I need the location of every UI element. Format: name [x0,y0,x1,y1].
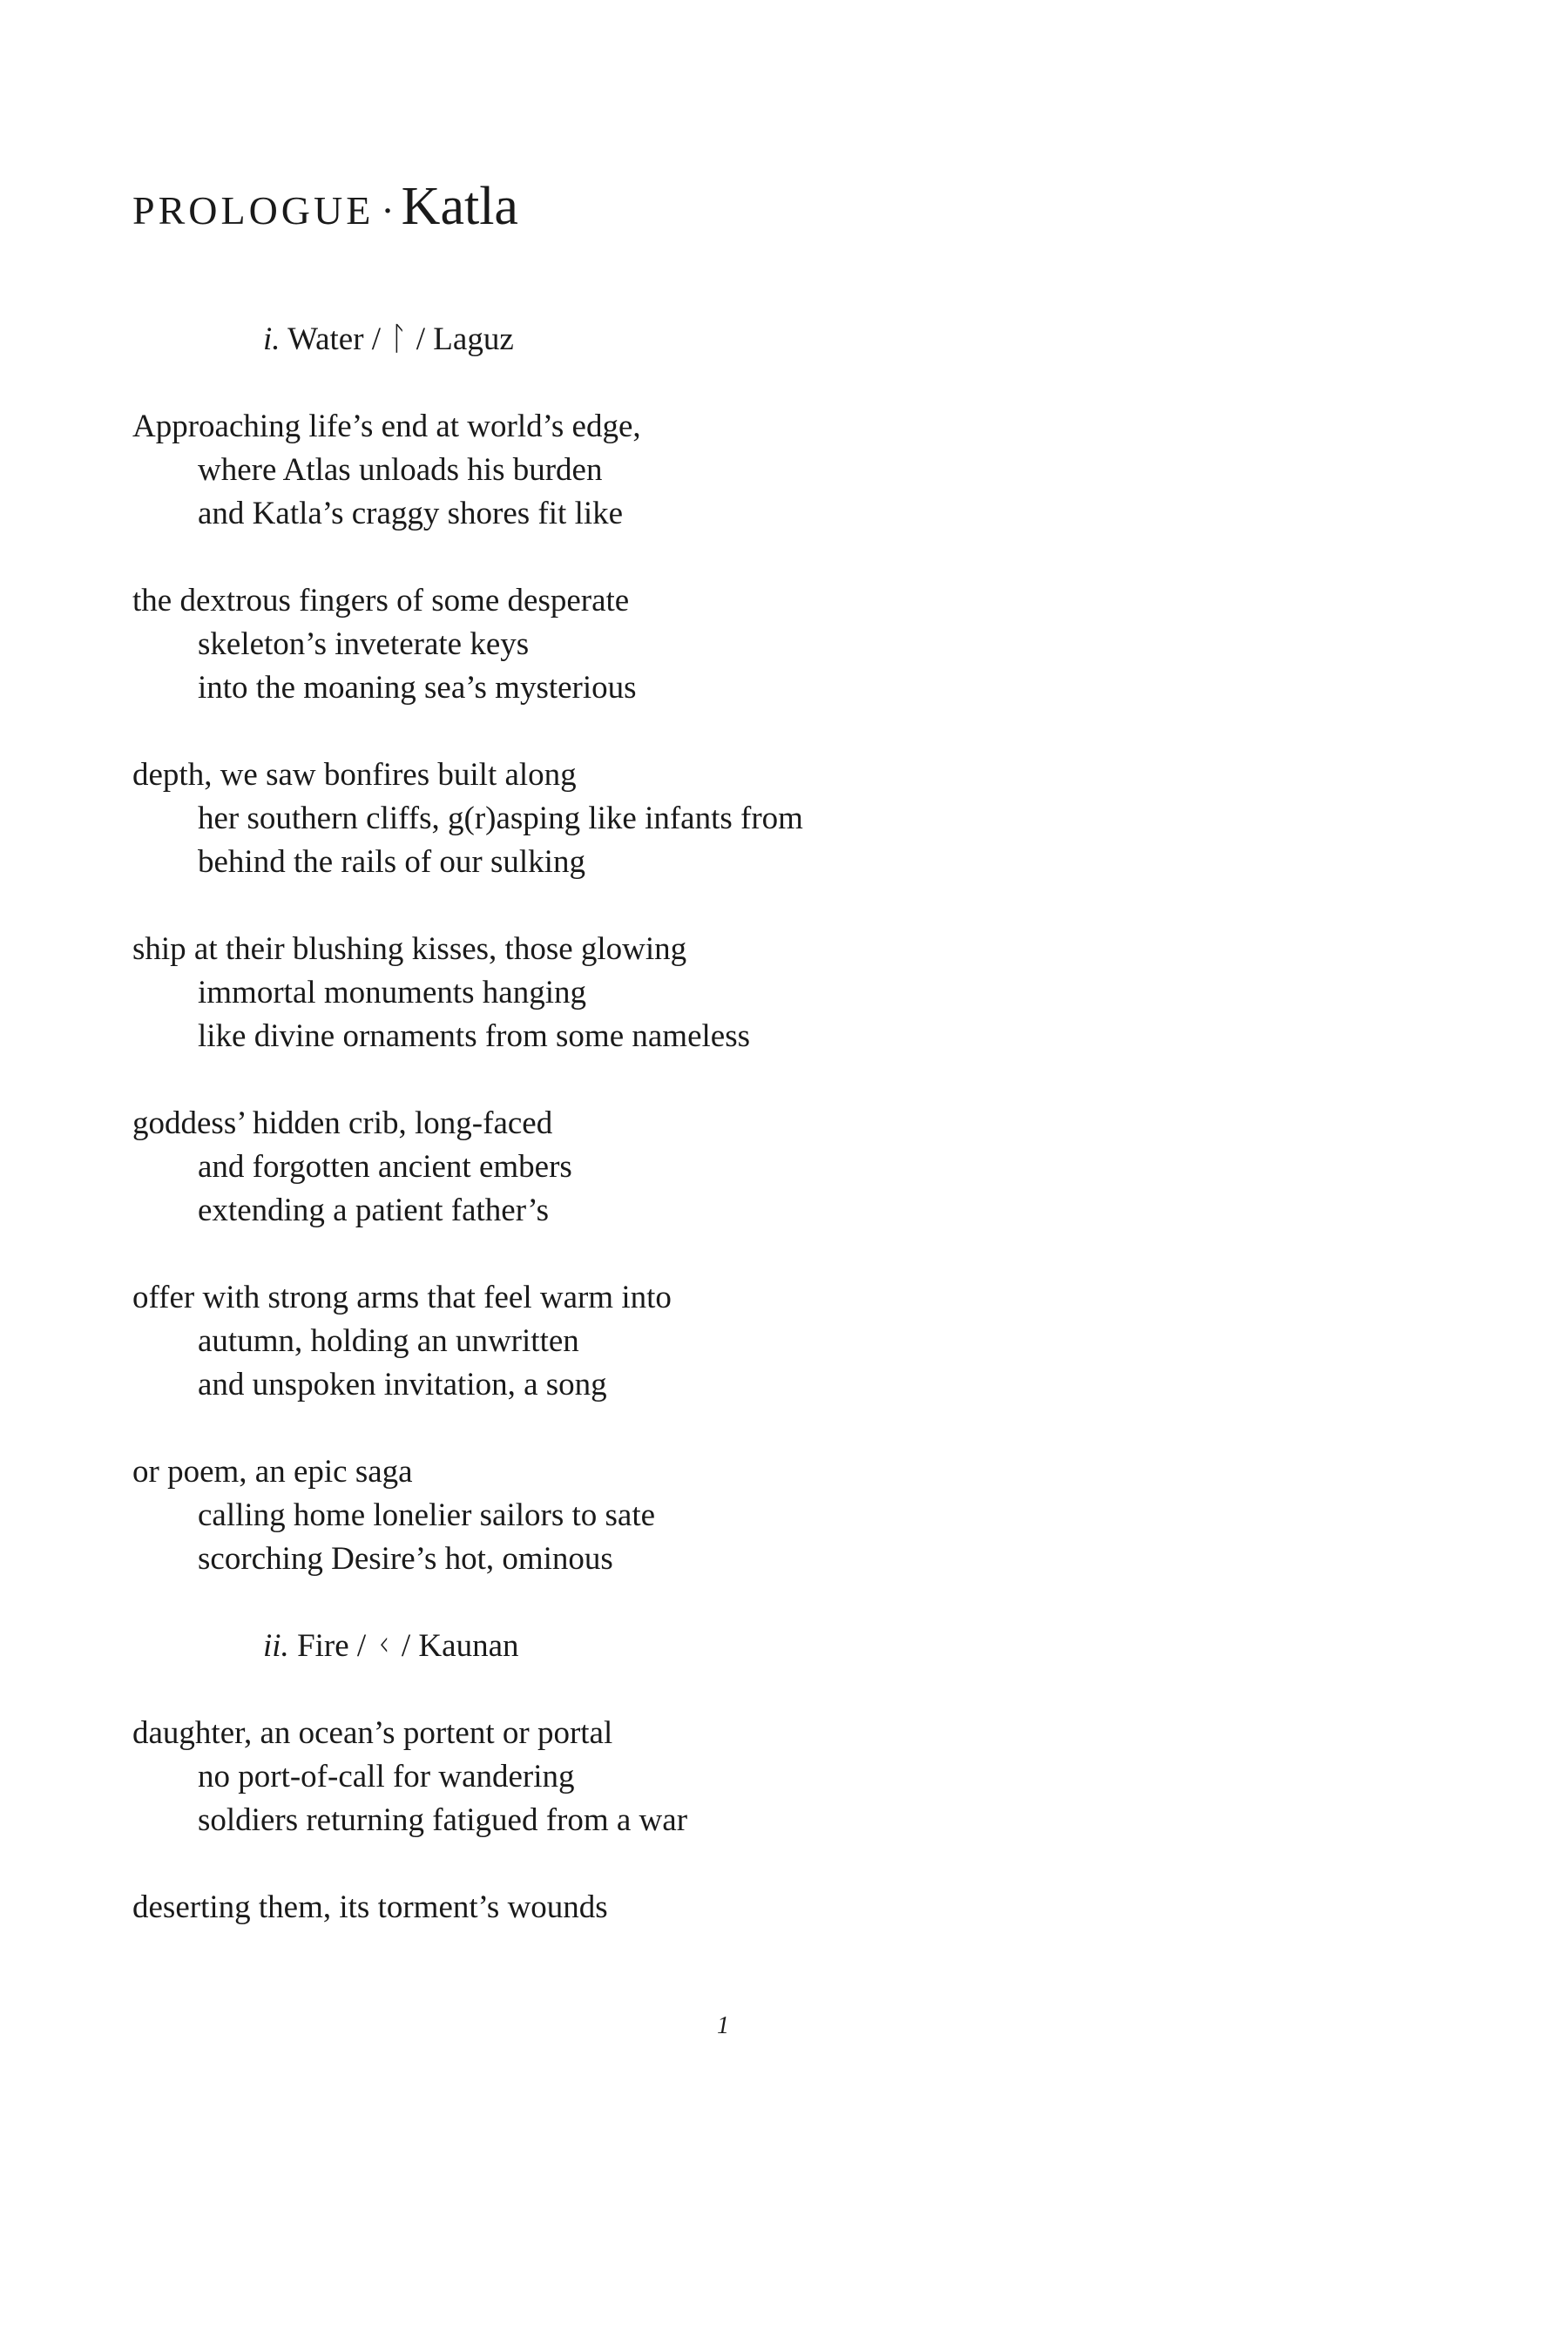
poem-line: depth, we saw bonfires built along [132,757,577,793]
poem-line: where Atlas unloads his burden [198,452,603,488]
stanza [132,1450,1439,1581]
poem-line: ship at their blushing kisses, those glowing [132,931,687,967]
poem-line: the dextrous fingers of some desperate [132,583,630,618]
poem-line: immortal monuments hanging [198,975,587,1010]
poem-line: Approaching life’s end at world’s edge, [132,409,641,444]
poem-line: behind the rails of our sulking [198,844,585,880]
poem-line: calling home lonelier sailors to sate [198,1497,656,1533]
chapter-name: Katla [401,177,518,236]
poem-line: and unspoken invitation, a song [198,1367,607,1402]
poem-body [132,318,1439,1930]
title-separator: · [381,188,395,233]
page-number: 1 [717,2012,729,2039]
poem-line: into the moaning sea’s mysterious [198,670,637,706]
chapter-title [132,177,518,236]
stanza [132,1886,1439,1930]
stanza [132,928,1439,1058]
stanza [132,405,1439,536]
poem-line: her southern cliffs, g(r)asping like infants from [198,801,803,836]
chapter-label: PROLOGUE [132,188,375,233]
poem-line: and Katla’s craggy shores fit like [198,496,624,531]
stanza [132,1276,1439,1407]
poem-line: like divine ornaments from some nameless [198,1018,750,1054]
section-heading-water [132,318,1439,362]
poem-line: offer with strong arms that feel warm into [132,1280,672,1315]
poem-line: daughter, an ocean’s portent or portal [132,1715,613,1751]
poem-line: skeleton’s inveterate keys [198,626,530,662]
section-title: Water / ᛚ / Laguz [287,321,514,357]
section-heading-fire [132,1625,1439,1668]
stanza [132,754,1439,884]
stanza [132,1712,1439,1842]
stanza [132,579,1439,710]
section-title: Fire / ᚲ / Kaunan [297,1628,519,1664]
poem-line: autumn, holding an unwritten [198,1323,579,1359]
poem-line: extending a patient father’s [198,1193,550,1228]
stanza [132,1102,1439,1233]
section-numeral: ii. [263,1628,289,1664]
poem-line: goddess’ hidden crib, long-faced [132,1105,553,1141]
section-numeral: i. [263,321,280,357]
poem-line: and forgotten ancient embers [198,1149,572,1185]
poem-line: deserting them, its torment’s wounds [132,1889,608,1925]
poem-line: no port-of-call for wandering [198,1759,575,1794]
poem-line: scorching Desire’s hot, ominous [198,1541,613,1577]
poem-line: or poem, an epic saga [132,1454,413,1490]
poem-line: soldiers returning fatigued from a war [198,1802,688,1838]
